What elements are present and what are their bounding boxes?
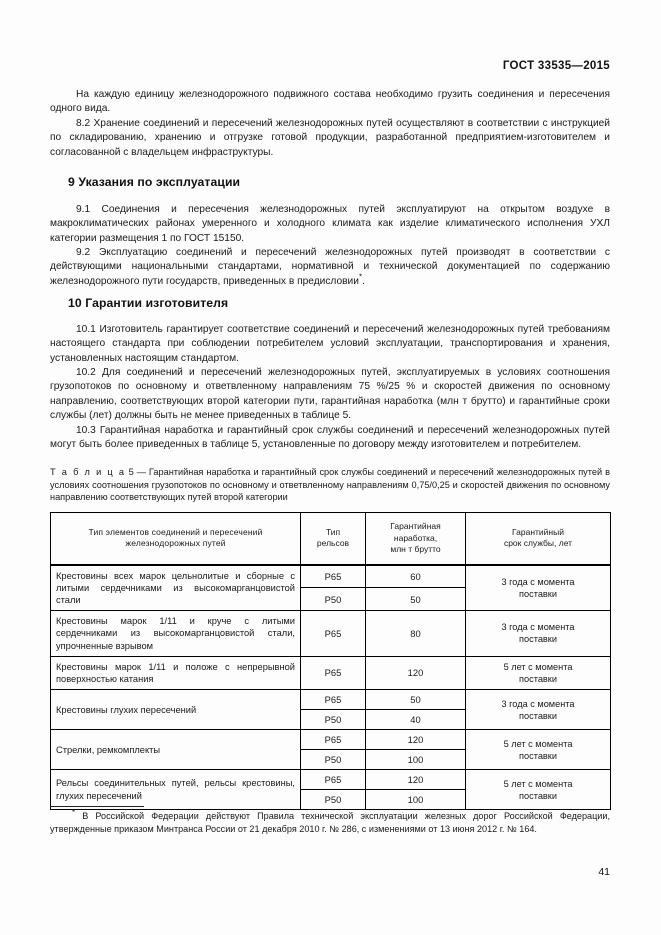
cell-rail-type: Р65: [301, 565, 366, 588]
paragraph-10-1: [50, 323, 610, 366]
table-row: [51, 656, 611, 689]
warranty-line2: поставки: [519, 673, 557, 684]
cell-warranty-period: [466, 770, 611, 810]
cell-guaranteed-tonnage: 100: [366, 790, 466, 810]
paragraph-8-1-continuation: [50, 88, 610, 117]
column-header-line3: млн т брутто: [390, 544, 441, 554]
cell-element-type: Рельсы соединительных путей, рельсы крестовины, глухих пересечений: [51, 770, 301, 810]
cell-rail-type: Р65: [301, 770, 366, 790]
column-header-warranty-period: [466, 513, 611, 565]
cell-rail-type: Р50: [301, 750, 366, 770]
warranty-line1: 5 лет с момента: [503, 661, 573, 672]
footnote: [50, 807, 610, 835]
warranty-line2: поставки: [519, 710, 557, 721]
table-row: [51, 690, 611, 710]
table-5: [50, 512, 611, 810]
cell-warranty-period: [466, 565, 611, 611]
warranty-line2: поставки: [519, 634, 557, 645]
table-caption-text: Гарантийная наработка и гарантийный срок службы соединений и пересечений железнодорожных путей в условиях соотношения грузопотоков по основному и ответвленному направлениям 0,75/0,25 и скоростей движения по основному направлению соответствующих путей второй категории: [50, 467, 610, 503]
column-header-line1: Гарантийный: [512, 526, 564, 537]
cell-element-type: Стрелки, ремкомплекты: [51, 730, 301, 770]
cell-guaranteed-tonnage: 100: [366, 750, 466, 770]
table-row: [51, 730, 611, 750]
cell-guaranteed-tonnage: 50: [366, 690, 466, 710]
cell-guaranteed-tonnage: 50: [366, 588, 466, 611]
paragraph-8-2-text: 8.2 Хранение соединений и пересечений железнодорожных путей осуществляют в соответствии с инструкцией по складированию, хранению и отгрузке готовой продукции, разработанной предприятием-изготовителем и согласованной с владельцем инфраструктуры.: [50, 118, 610, 158]
table-caption-dash: —: [136, 467, 146, 477]
running-header: ГОСТ 33535—2015: [502, 60, 610, 72]
warranty-line1: 3 года с момента: [501, 622, 575, 633]
cell-warranty-period: [466, 611, 611, 657]
column-header-line2: срок службы, лет: [503, 538, 573, 549]
table-row: [51, 770, 611, 790]
warranty-line2: поставки: [519, 750, 557, 761]
cell-guaranteed-tonnage: 120: [366, 730, 466, 750]
table-caption: [50, 466, 610, 504]
paragraph-8-1-text: На каждую единицу железнодорожного подвижного состава необходимо грузить соединения и пересечения одного вида.: [50, 89, 610, 115]
cell-guaranteed-tonnage: 60: [366, 565, 466, 588]
cell-rail-type: Р65: [301, 730, 366, 750]
table-row: [51, 565, 611, 588]
table-caption-number: 5: [128, 467, 134, 477]
footnote-mark: *: [72, 807, 76, 817]
paragraph-9-1-text: 9.1 Соединения и пересечения железнодорожных путей эксплуатируют на открытом воздухе в макроклиматических районах умеренного и холодного климата как изделие климатического исполнения УХЛ категории размещения 1 по ГОСТ 15150.: [50, 204, 610, 244]
column-header-rail-type: [301, 513, 366, 565]
cell-rail-type: Р65: [301, 611, 366, 657]
cell-warranty-period: [466, 690, 611, 730]
cell-rail-type: Р65: [301, 690, 366, 710]
paragraph-10-2: [50, 366, 610, 424]
table-row: [51, 611, 611, 657]
cell-guaranteed-tonnage: 120: [366, 770, 466, 790]
cell-rail-type: Р50: [301, 790, 366, 810]
page-number: 41: [598, 866, 610, 878]
cell-guaranteed-tonnage: 120: [366, 656, 466, 689]
column-header-line2: железнодорожных путей: [125, 538, 226, 549]
cell-rail-type: Р50: [301, 710, 366, 730]
warranty-line1: 3 года с момента: [501, 698, 575, 709]
cell-rail-type: Р50: [301, 588, 366, 611]
column-header-line1: Тип элементов соединений и пересечений: [88, 526, 263, 537]
footnote-separator: [50, 806, 144, 807]
paragraph-9-2-period: .: [362, 275, 365, 287]
cell-element-type: Крестовины всех марок цельнолитые и сборные с литыми сердечниками из высокомарганцовистой стали: [51, 565, 301, 611]
warranty-line1: 5 лет с момента: [503, 778, 573, 789]
warranty-line1: 5 лет с момента: [503, 738, 573, 749]
warranty-line2: поставки: [519, 790, 557, 801]
table-5-wrapper: [50, 512, 610, 810]
column-header-line1: Гарантийная: [390, 521, 441, 531]
table-caption-label: Т а б л и ц а: [50, 467, 126, 477]
paragraph-9-1: [50, 203, 610, 246]
section-heading-9: 9 Указания по эксплуатации: [68, 175, 241, 189]
cell-guaranteed-tonnage: 40: [366, 710, 466, 730]
column-header-guaranteed-tonnage: [366, 513, 466, 565]
column-header-element-type: [51, 513, 301, 565]
table-header-row: [51, 513, 611, 565]
paragraph-9-2-text: 9.2 Эксплуатацию соединений и пересечений железнодорожных путей производят в соответствии с действующими национальными стандартами, нормативной и технической документацией по содержанию железнодорожного пути государств, приведенных в предисловии: [50, 247, 610, 287]
warranty-line2: поставки: [519, 588, 557, 599]
column-header-line2: наработка,: [393, 532, 438, 543]
cell-element-type: Крестовины марок 1/11 и круче с литыми сердечниками из высокомарганцовистой стали, упрочненные взрывом: [51, 611, 301, 657]
column-header-line1: Тип: [325, 526, 341, 537]
table-header-row-group: [51, 513, 611, 565]
section-heading-10: 10 Гарантии изготовителя: [68, 296, 229, 310]
cell-warranty-period: [466, 656, 611, 689]
warranty-line1: 3 года с момента: [501, 576, 575, 587]
column-header-line2: рельсов: [316, 538, 350, 549]
table-body: [51, 565, 611, 810]
cell-element-type: Крестовины глухих пересечений: [51, 690, 301, 730]
paragraph-10-1-text: 10.1 Изготовитель гарантирует соответствие соединений и пересечений железнодорожных путей требованиям настоящего стандарта при соблюдении потребителем условий эксплуатации, транспортирования и хранения, установленных настоящим стандартом.: [50, 324, 610, 364]
cell-guaranteed-tonnage: 80: [366, 611, 466, 657]
paragraph-10-3-text: 10.3 Гарантийная наработка и гарантийный срок службы соединений и пересечений железнодорожных путей могут быть более приведенных в таблице 5, установленные по договору между изготовителем и потребителем.: [50, 425, 610, 451]
paragraph-8-2: [50, 117, 610, 160]
footnote-reference-mark: *: [358, 272, 363, 282]
cell-element-type: Крестовины марок 1/11 и положе с непрерывной поверхностью катания: [51, 656, 301, 689]
cell-warranty-period: [466, 730, 611, 770]
paragraph-10-2-text: 10.2 Для соединений и пересечений железнодорожных путей, эксплуатируемых в условиях соотношения грузопотоков по основному и ответвленному направлениям 75 %/25 % и скоростей движения по основному направлению, соответствующих второй категории пути, гарантийная наработка (млн т брутто) и гарантийные сроки службы (лет) должны быть не менее приведенных в таблице 5.: [50, 367, 610, 422]
paragraph-9-2: [50, 246, 610, 289]
cell-rail-type: Р65: [301, 656, 366, 689]
footnote-text: В Российской Федерации действуют Правила технической эксплуатации железных дорог Российской Федерации, утвержденные приказом Минтранса России от 21 декабря 2010 г. № 286, с изменениями от 13 июня 2012 г. № 164.: [50, 811, 610, 834]
paragraph-10-3: [50, 424, 610, 453]
